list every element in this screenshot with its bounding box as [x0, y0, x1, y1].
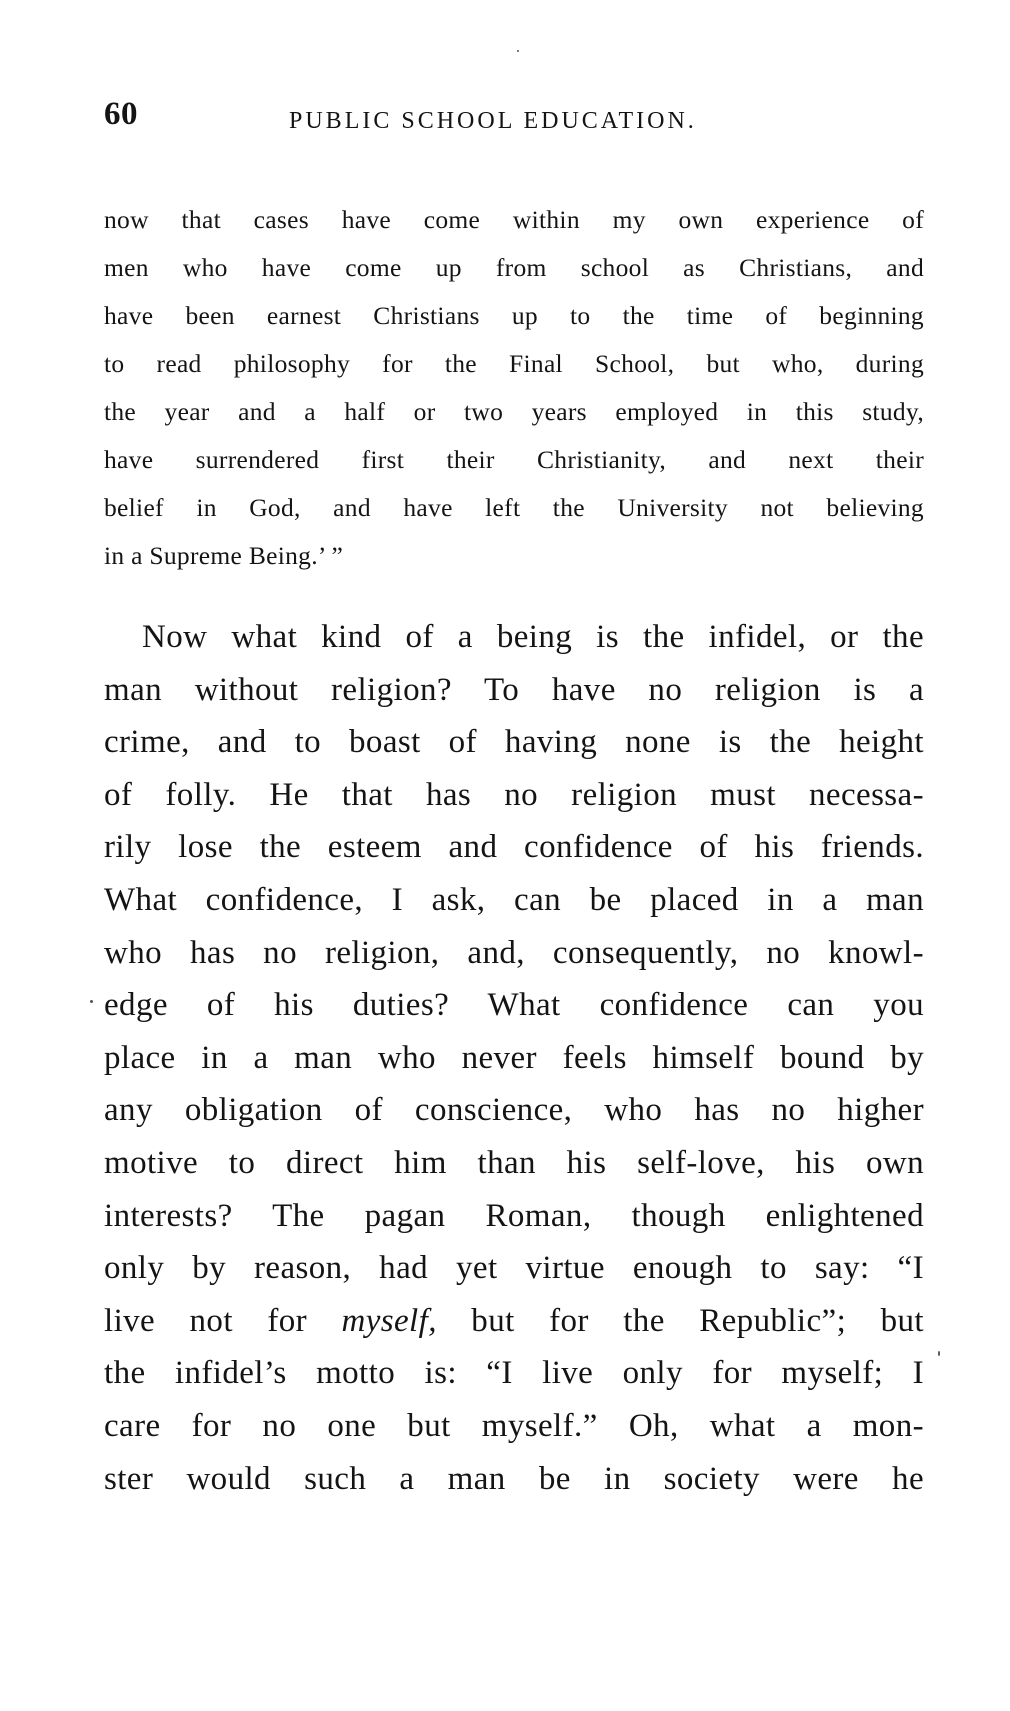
quote-line: have been earnest Christians up to the time of beginning	[104, 301, 924, 330]
line-text-before-italic: live not for	[104, 1302, 342, 1339]
quote-line: now that cases have come within my own experience of	[104, 205, 924, 234]
page-number: 60	[104, 96, 138, 132]
body-line: ster would such a man be in society were he	[104, 1460, 924, 1497]
body-line: motive to direct him than his self-love, his own	[104, 1144, 924, 1181]
body-paragraph	[104, 611, 924, 1505]
body-line: What confidence, I ask, can be placed in a man	[104, 881, 924, 918]
body-line: the infidel’s motto is: “I live only for myself; I	[104, 1355, 924, 1392]
line-text-after-italic: but for the Republic”; but	[436, 1302, 924, 1339]
print-speck	[90, 1000, 93, 1003]
print-speck	[938, 1351, 940, 1356]
italic-word: myself,	[341, 1302, 437, 1339]
body-line: any obligation of conscience, who has no higher	[104, 1092, 924, 1129]
quote-line: have surrendered first their Christianity, and next their	[104, 445, 924, 474]
body-line: Now what kind of a being is the infidel, or the	[142, 619, 924, 655]
body-line: man without religion? To have no religion is a	[104, 671, 924, 708]
body-line: crime, and to boast of having none is the height	[104, 724, 924, 761]
running-head: PUBLIC SCHOOL EDUCATION.	[289, 108, 697, 134]
quote-line: belief in God, and have left the University not believing	[104, 493, 924, 522]
body-line: of folly. He that has no religion must necessa-	[104, 776, 924, 813]
body-line: care for no one but myself.” Oh, what a mon-	[104, 1407, 924, 1444]
body-line: place in a man who never feels himself bound by	[104, 1039, 924, 1076]
quote-line: in a Supreme Being.’ ”	[104, 541, 344, 570]
page-header	[104, 96, 924, 146]
body-line: edge of his duties? What confidence can you	[104, 987, 924, 1024]
body-line-with-italic	[104, 1295, 924, 1348]
print-speck	[517, 50, 519, 52]
body-line: who has no religion, and, consequently, no knowl-	[104, 934, 924, 971]
quoted-passage	[104, 196, 924, 580]
quote-line: to read philosophy for the Final School, but who, during	[104, 349, 924, 378]
body-line: rily lose the esteem and confidence of his friends.	[104, 829, 924, 866]
body-line: only by reason, had yet virtue enough to say: “I	[104, 1250, 924, 1287]
body-line: interests? The pagan Roman, though enlightened	[104, 1197, 924, 1234]
quote-line: the year and a half or two years employed in this study,	[104, 397, 924, 426]
quote-line: men who have come up from school as Christians, and	[104, 253, 924, 282]
